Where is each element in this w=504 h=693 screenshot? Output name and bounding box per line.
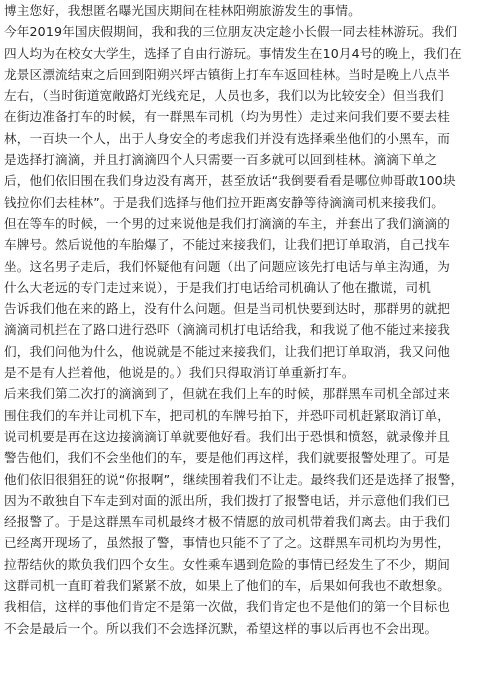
text-line: 滴滴司机拦在了路口进行恐吓（滴滴司机打电话给我，和我说了他不能过来接我	[4, 322, 451, 338]
text-line: 四人均为在校女大学生，选择了自由行游玩。事情发生在10月4号的晚上，我们在	[4, 45, 462, 61]
text-line: 告诉我们他在来的路上，没有什么问题。但是当司机快要到达时，那群男的就把	[4, 301, 451, 317]
text-line: 已经离开现场了，虽然报了警，事情也只能不了了之。这群黑车司机均为男性，	[4, 535, 451, 551]
text-line: 是选择打滴滴，并且打滴滴四个人只需要一百多就可以回到桂林。滴滴下单之	[4, 152, 438, 168]
text-line: 坐。这名男子走后，我们怀疑他有问题（出了问题应该先打电话与单主沟通，为	[4, 258, 451, 274]
text-line: 什么大老远的专门走过来说），于是我们打电话给司机确认了他在撒谎，司机	[4, 279, 431, 295]
text-line: 我相信，这样的事他们肯定不是第一次做，我们肯定也不是他们的第一个目标也	[4, 599, 451, 615]
text-line: 经报警了。于是这群黑车司机最终才极不情愿的放司机带着我们离去。由于我们	[4, 514, 451, 530]
text-line: 在街边准备打车的时候，有一群黑车司机（均为男性）走过来问我们要不要去桂	[4, 109, 451, 125]
text-line: 但在等车的时候，一个男的过来说他是我们打滴滴的车主，并套出了我们滴滴的	[4, 215, 451, 231]
text-line: 今年2019年国庆假期间，我和我的三位朋友决定趁小长假一同去桂林游玩。我们	[4, 24, 458, 40]
text-line: 他们依旧很猖狂的说“你报啊”，继续围着我们不让走。最终我们还是选择了报警，	[4, 471, 464, 487]
text-line: 后来我们第二次打的滴滴到了，但就在我们上车的时候，那群黑车司机全部过来	[4, 386, 451, 402]
text-line: 们，我们问他为什么，他说就是不能过来接我们，让我们把订单取消，我又问他	[4, 343, 451, 359]
text-line: 拉帮结伙的欺负我们四个女生。女性乘车遇到危险的事情已经发生了不少，期间	[4, 556, 451, 572]
text-line: 是不是有人拦着他，他说是的。）我们只得取消订单重新打车。	[4, 365, 355, 381]
text-line: 围住我们的车并让司机下车，把司机的车牌号拍下，并恐吓司机赶紧取消订单，	[4, 407, 451, 423]
text-line: 车牌号。然后说他的车胎爆了，不能过来接我们，让我们把订单取消，自己找车	[4, 237, 451, 253]
text-line: 林，一百块一个人，出于人身安全的考虑我们并没有选择乘坐他们的小黑车，而	[4, 130, 451, 146]
text-line: 博主您好，我想匿名曝光国庆期间在桂林阳朔旅游发生的事情。	[4, 3, 361, 18]
text-line: 这群司机一直盯着我们紧紧不放，如果上了他们的车，后果如何我也不敢想象。	[4, 578, 451, 594]
text-line: 因为不敢独自下车走到对面的派出所，我们拨打了报警电话，并示意他们我们已	[4, 492, 451, 508]
text-line: 左右，（当时街道宽敞路灯光线充足，人员也多，我们以为比较安全）但当我们	[4, 88, 444, 104]
text-line: 钱拉你们去桂林”。于是我们选择与他们拉开距离安静等待滴滴司机来接我们。	[4, 194, 444, 210]
text-line: 说司机要是再在这边接滴滴订单就要他好看。我们出于恐惧和愤怒，就录像并且	[4, 428, 451, 444]
text-line: 警告他们，我们不会坐他们的车，要是他们再这样，我们就要报警处理了。可是	[4, 450, 451, 466]
text-line: 不会是最后一个。所以我们不会选择沉默，希望这样的事以后再也不会出现。	[4, 620, 438, 636]
text-line: 龙景区漂流结束之后回到阳朔兴坪古镇街上打车车返回桂林。当时是晚上八点半	[4, 66, 451, 82]
text-line: 后，他们依旧围在我们身边没有离开，甚至放话“我倒要看看是哪位帅哥敢100块	[4, 173, 456, 189]
